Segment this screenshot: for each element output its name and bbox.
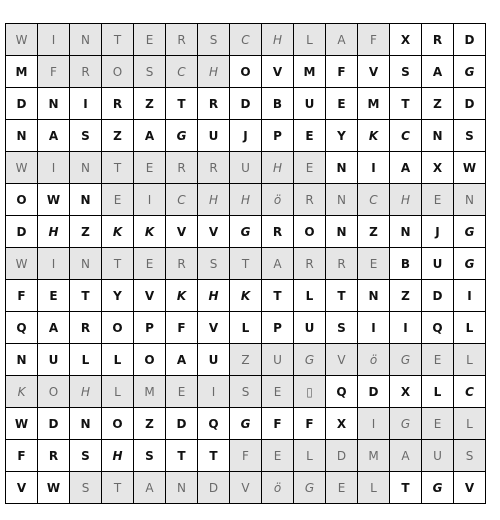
grid-cell-r1-c9[interactable]: M	[294, 56, 326, 88]
grid-cell-r1-c12[interactable]: S	[390, 56, 422, 88]
grid-cell-r8-c8[interactable]: T	[262, 280, 294, 312]
grid-cell-r12-c2[interactable]: N	[70, 408, 102, 440]
grid-cell-r10-c3[interactable]: L	[102, 344, 134, 376]
grid-cell-r9-c0[interactable]: Q	[6, 312, 38, 344]
grid-cell-r3-c7[interactable]: J	[230, 120, 262, 152]
grid-cell-r3-c9[interactable]: E	[294, 120, 326, 152]
grid-cell-r4-c13[interactable]: X	[422, 152, 454, 184]
grid-cell-r7-c7[interactable]: T	[230, 248, 262, 280]
grid-cell-r3-c4[interactable]: A	[134, 120, 166, 152]
grid-cell-r10-c8[interactable]: U	[262, 344, 294, 376]
grid-cell-r13-c7[interactable]: F	[230, 440, 262, 472]
grid-cell-r2-c11[interactable]: M	[358, 88, 390, 120]
word-search-puzzle	[5, 23, 485, 503]
grid-cell-r14-c8[interactable]: ö	[262, 472, 294, 504]
grid-cell-r13-c6[interactable]: T	[198, 440, 230, 472]
grid-cell-r7-c3[interactable]: T	[102, 248, 134, 280]
grid-cell-r4-c10[interactable]: N	[326, 152, 358, 184]
grid-cell-r7-c10[interactable]: R	[326, 248, 358, 280]
grid-cell-r10-c11[interactable]: ö	[358, 344, 390, 376]
grid-cell-r5-c11[interactable]: C	[358, 184, 390, 216]
grid-cell-r7-c2[interactable]: N	[70, 248, 102, 280]
grid-cell-r12-c3[interactable]: O	[102, 408, 134, 440]
grid-cell-r13-c14[interactable]: S	[454, 440, 486, 472]
grid-cell-r4-c9[interactable]: E	[294, 152, 326, 184]
grid-cell-r8-c9[interactable]: L	[294, 280, 326, 312]
grid-cell-r13-c2[interactable]: S	[70, 440, 102, 472]
grid-cell-r11-c13[interactable]: L	[422, 376, 454, 408]
grid-cell-r8-c5[interactable]: K	[166, 280, 198, 312]
grid-cell-r9-c13[interactable]: Q	[422, 312, 454, 344]
grid-cell-r8-c12[interactable]: Z	[390, 280, 422, 312]
grid-cell-r8-c0[interactable]: F	[6, 280, 38, 312]
grid-cell-r5-c14[interactable]: N	[454, 184, 486, 216]
grid-cell-r8-c1[interactable]: E	[38, 280, 70, 312]
grid-cell-r4-c14[interactable]: W	[454, 152, 486, 184]
grid-cell-r11-c10[interactable]: Q	[326, 376, 358, 408]
grid-cell-r4-c5[interactable]: R	[166, 152, 198, 184]
grid-cell-r11-c12[interactable]: X	[390, 376, 422, 408]
grid-cell-r13-c4[interactable]: S	[134, 440, 166, 472]
grid-cell-r6-c9[interactable]: O	[294, 216, 326, 248]
grid-cell-r11-c14[interactable]: C	[454, 376, 486, 408]
grid-cell-r10-c2[interactable]: L	[70, 344, 102, 376]
grid-cell-r1-c3[interactable]: O	[102, 56, 134, 88]
grid-cell-r0-c4[interactable]: E	[134, 24, 166, 56]
grid-cell-r12-c11[interactable]: I	[358, 408, 390, 440]
grid-cell-r7-c12[interactable]: B	[390, 248, 422, 280]
grid-cell-r14-c1[interactable]: W	[38, 472, 70, 504]
grid-cell-r9-c2[interactable]: R	[70, 312, 102, 344]
grid-cell-r11-c0[interactable]: K	[6, 376, 38, 408]
grid-cell-r4-c3[interactable]: T	[102, 152, 134, 184]
grid-cell-r14-c3[interactable]: T	[102, 472, 134, 504]
grid-cell-r8-c6[interactable]: H	[198, 280, 230, 312]
grid-cell-r3-c6[interactable]: U	[198, 120, 230, 152]
grid-cell-r0-c13[interactable]: R	[422, 24, 454, 56]
grid-cell-r6-c0[interactable]: D	[6, 216, 38, 248]
grid-cell-r2-c14[interactable]: D	[454, 88, 486, 120]
grid-cell-r3-c12[interactable]: C	[390, 120, 422, 152]
grid-cell-r2-c6[interactable]: R	[198, 88, 230, 120]
grid-cell-r0-c14[interactable]: D	[454, 24, 486, 56]
grid-cell-r13-c10[interactable]: D	[326, 440, 358, 472]
grid-cell-r5-c1[interactable]: W	[38, 184, 70, 216]
grid-cell-r4-c2[interactable]: N	[70, 152, 102, 184]
grid-cell-r9-c7[interactable]: L	[230, 312, 262, 344]
grid-cell-r2-c8[interactable]: B	[262, 88, 294, 120]
grid-cell-r6-c12[interactable]: N	[390, 216, 422, 248]
grid-cell-r4-c11[interactable]: I	[358, 152, 390, 184]
grid-cell-r10-c12[interactable]: G	[390, 344, 422, 376]
grid-cell-r12-c13[interactable]: E	[422, 408, 454, 440]
grid-cell-r14-c5[interactable]: N	[166, 472, 198, 504]
grid-cell-r9-c8[interactable]: P	[262, 312, 294, 344]
grid-cell-r10-c4[interactable]: O	[134, 344, 166, 376]
grid-cell-r6-c2[interactable]: Z	[70, 216, 102, 248]
grid-cell-r10-c0[interactable]: N	[6, 344, 38, 376]
grid-cell-r5-c10[interactable]: N	[326, 184, 358, 216]
grid-cell-r9-c5[interactable]: F	[166, 312, 198, 344]
grid-cell-r14-c2[interactable]: S	[70, 472, 102, 504]
grid-cell-r7-c9[interactable]: R	[294, 248, 326, 280]
grid-cell-r5-c5[interactable]: C	[166, 184, 198, 216]
grid-cell-r13-c3[interactable]: H	[102, 440, 134, 472]
grid-cell-r0-c2[interactable]: N	[70, 24, 102, 56]
grid-cell-r11-c7[interactable]: S	[230, 376, 262, 408]
grid-cell-r3-c8[interactable]: P	[262, 120, 294, 152]
grid-cell-r2-c5[interactable]: T	[166, 88, 198, 120]
grid-cell-r12-c10[interactable]: X	[326, 408, 358, 440]
grid-cell-r2-c4[interactable]: Z	[134, 88, 166, 120]
grid-cell-r14-c4[interactable]: A	[134, 472, 166, 504]
grid-cell-r7-c13[interactable]: U	[422, 248, 454, 280]
grid-cell-r1-c2[interactable]: R	[70, 56, 102, 88]
grid-cell-r12-c7[interactable]: G	[230, 408, 262, 440]
grid-cell-r6-c6[interactable]: V	[198, 216, 230, 248]
grid-cell-r11-c8[interactable]: E	[262, 376, 294, 408]
grid-cell-r11-c5[interactable]: E	[166, 376, 198, 408]
grid-cell-r9-c4[interactable]: P	[134, 312, 166, 344]
grid-cell-r9-c9[interactable]: U	[294, 312, 326, 344]
grid-cell-r0-c11[interactable]: F	[358, 24, 390, 56]
grid-cell-r11-c3[interactable]: L	[102, 376, 134, 408]
grid-cell-r7-c6[interactable]: S	[198, 248, 230, 280]
grid-cell-r14-c7[interactable]: V	[230, 472, 262, 504]
grid-cell-r3-c0[interactable]: N	[6, 120, 38, 152]
grid-cell-r5-c8[interactable]: ö	[262, 184, 294, 216]
grid-cell-r6-c7[interactable]: G	[230, 216, 262, 248]
grid-cell-r12-c12[interactable]: G	[390, 408, 422, 440]
grid-cell-r2-c0[interactable]: D	[6, 88, 38, 120]
grid-cell-r4-c12[interactable]: A	[390, 152, 422, 184]
grid-cell-r1-c4[interactable]: S	[134, 56, 166, 88]
grid-cell-r0-c8[interactable]: H	[262, 24, 294, 56]
grid-cell-r10-c10[interactable]: V	[326, 344, 358, 376]
grid-cell-r3-c10[interactable]: Y	[326, 120, 358, 152]
grid-cell-r11-c2[interactable]: H	[70, 376, 102, 408]
grid-cell-r1-c0[interactable]: M	[6, 56, 38, 88]
grid-cell-r5-c2[interactable]: N	[70, 184, 102, 216]
grid-cell-r1-c13[interactable]: A	[422, 56, 454, 88]
grid-cell-r8-c10[interactable]: T	[326, 280, 358, 312]
grid-cell-r9-c1[interactable]: A	[38, 312, 70, 344]
grid-cell-r0-c12[interactable]: X	[390, 24, 422, 56]
grid-cell-r7-c8[interactable]: A	[262, 248, 294, 280]
grid-cell-r10-c13[interactable]: E	[422, 344, 454, 376]
grid-cell-r5-c4[interactable]: I	[134, 184, 166, 216]
grid-cell-r2-c7[interactable]: D	[230, 88, 262, 120]
grid-cell-r13-c5[interactable]: T	[166, 440, 198, 472]
grid-cell-r3-c13[interactable]: N	[422, 120, 454, 152]
grid-cell-r11-c11[interactable]: D	[358, 376, 390, 408]
grid-cell-r1-c8[interactable]: V	[262, 56, 294, 88]
grid-cell-r13-c0[interactable]: F	[6, 440, 38, 472]
grid-cell-r12-c9[interactable]: F	[294, 408, 326, 440]
grid-cell-r3-c11[interactable]: K	[358, 120, 390, 152]
grid-cell-r9-c10[interactable]: S	[326, 312, 358, 344]
grid-cell-r9-c6[interactable]: V	[198, 312, 230, 344]
grid-cell-r12-c6[interactable]: Q	[198, 408, 230, 440]
grid-cell-r3-c14[interactable]: S	[454, 120, 486, 152]
grid-cell-r12-c14[interactable]: L	[454, 408, 486, 440]
grid-cell-r13-c1[interactable]: R	[38, 440, 70, 472]
grid-cell-r9-c12[interactable]: I	[390, 312, 422, 344]
grid-cell-r0-c1[interactable]: I	[38, 24, 70, 56]
grid-cell-r11-c6[interactable]: I	[198, 376, 230, 408]
grid-cell-r13-c9[interactable]: L	[294, 440, 326, 472]
grid-cell-r9-c3[interactable]: O	[102, 312, 134, 344]
grid-cell-r7-c11[interactable]: E	[358, 248, 390, 280]
grid-cell-r4-c1[interactable]: I	[38, 152, 70, 184]
grid-cell-r10-c14[interactable]: L	[454, 344, 486, 376]
grid-cell-r6-c5[interactable]: V	[166, 216, 198, 248]
grid-cell-r4-c8[interactable]: H	[262, 152, 294, 184]
grid-cell-r7-c4[interactable]: E	[134, 248, 166, 280]
grid-cell-r10-c7[interactable]: Z	[230, 344, 262, 376]
grid-cell-r2-c12[interactable]: T	[390, 88, 422, 120]
grid-cell-r14-c11[interactable]: L	[358, 472, 390, 504]
grid-cell-r4-c4[interactable]: E	[134, 152, 166, 184]
grid-cell-r11-c9[interactable]: ▯	[294, 376, 326, 408]
grid-cell-r5-c12[interactable]: H	[390, 184, 422, 216]
grid-cell-r2-c10[interactable]: E	[326, 88, 358, 120]
grid-cell-r12-c4[interactable]: Z	[134, 408, 166, 440]
grid-cell-r13-c12[interactable]: A	[390, 440, 422, 472]
grid-cell-r6-c11[interactable]: Z	[358, 216, 390, 248]
grid-cell-r9-c14[interactable]: L	[454, 312, 486, 344]
grid-cell-r7-c0[interactable]: W	[6, 248, 38, 280]
grid-cell-r1-c6[interactable]: H	[198, 56, 230, 88]
grid-cell-r12-c1[interactable]: D	[38, 408, 70, 440]
grid-cell-r14-c13[interactable]: G	[422, 472, 454, 504]
grid-cell-r4-c0[interactable]: W	[6, 152, 38, 184]
grid-cell-r5-c0[interactable]: O	[6, 184, 38, 216]
grid-cell-r1-c5[interactable]: C	[166, 56, 198, 88]
grid-cell-r6-c8[interactable]: R	[262, 216, 294, 248]
grid-cell-r8-c11[interactable]: N	[358, 280, 390, 312]
grid-cell-r7-c1[interactable]: I	[38, 248, 70, 280]
grid-cell-r7-c5[interactable]: R	[166, 248, 198, 280]
grid-cell-r6-c14[interactable]: G	[454, 216, 486, 248]
grid-cell-r10-c9[interactable]: G	[294, 344, 326, 376]
grid-cell-r2-c2[interactable]: I	[70, 88, 102, 120]
letter-grid	[5, 23, 486, 504]
grid-cell-r5-c13[interactable]: E	[422, 184, 454, 216]
grid-cell-r6-c10[interactable]: N	[326, 216, 358, 248]
grid-cell-r6-c4[interactable]: K	[134, 216, 166, 248]
grid-cell-r13-c11[interactable]: M	[358, 440, 390, 472]
grid-cell-r3-c5[interactable]: G	[166, 120, 198, 152]
grid-cell-r5-c9[interactable]: R	[294, 184, 326, 216]
grid-cell-r0-c0[interactable]: W	[6, 24, 38, 56]
grid-cell-r14-c9[interactable]: G	[294, 472, 326, 504]
grid-cell-r12-c5[interactable]: D	[166, 408, 198, 440]
grid-cell-r9-c11[interactable]: I	[358, 312, 390, 344]
grid-cell-r13-c13[interactable]: U	[422, 440, 454, 472]
grid-cell-r6-c13[interactable]: J	[422, 216, 454, 248]
grid-cell-r2-c3[interactable]: R	[102, 88, 134, 120]
grid-cell-r4-c6[interactable]: R	[198, 152, 230, 184]
grid-cell-r13-c8[interactable]: E	[262, 440, 294, 472]
grid-cell-r14-c14[interactable]: V	[454, 472, 486, 504]
grid-cell-r5-c7[interactable]: H	[230, 184, 262, 216]
grid-cell-r3-c1[interactable]: A	[38, 120, 70, 152]
grid-cell-r1-c14[interactable]: G	[454, 56, 486, 88]
grid-cell-r2-c1[interactable]: N	[38, 88, 70, 120]
grid-cell-r8-c3[interactable]: Y	[102, 280, 134, 312]
grid-cell-r14-c0[interactable]: V	[6, 472, 38, 504]
grid-cell-r14-c6[interactable]: D	[198, 472, 230, 504]
grid-cell-r11-c4[interactable]: M	[134, 376, 166, 408]
grid-cell-r5-c6[interactable]: H	[198, 184, 230, 216]
grid-cell-r3-c3[interactable]: Z	[102, 120, 134, 152]
grid-cell-r6-c3[interactable]: K	[102, 216, 134, 248]
grid-cell-r1-c1[interactable]: F	[38, 56, 70, 88]
grid-cell-r6-c1[interactable]: H	[38, 216, 70, 248]
grid-cell-r0-c5[interactable]: R	[166, 24, 198, 56]
grid-cell-r1-c11[interactable]: V	[358, 56, 390, 88]
grid-cell-r10-c1[interactable]: U	[38, 344, 70, 376]
grid-cell-r14-c12[interactable]: T	[390, 472, 422, 504]
grid-cell-r0-c10[interactable]: A	[326, 24, 358, 56]
grid-cell-r0-c9[interactable]: L	[294, 24, 326, 56]
grid-cell-r8-c13[interactable]: D	[422, 280, 454, 312]
grid-cell-r10-c5[interactable]: A	[166, 344, 198, 376]
grid-cell-r8-c7[interactable]: K	[230, 280, 262, 312]
grid-cell-r8-c2[interactable]: T	[70, 280, 102, 312]
grid-cell-r11-c1[interactable]: O	[38, 376, 70, 408]
grid-cell-r1-c10[interactable]: F	[326, 56, 358, 88]
grid-cell-r0-c6[interactable]: S	[198, 24, 230, 56]
grid-cell-r10-c6[interactable]: U	[198, 344, 230, 376]
grid-cell-r7-c14[interactable]: G	[454, 248, 486, 280]
grid-cell-r0-c3[interactable]: T	[102, 24, 134, 56]
grid-cell-r2-c13[interactable]: Z	[422, 88, 454, 120]
grid-cell-r8-c14[interactable]: I	[454, 280, 486, 312]
grid-cell-r14-c10[interactable]: E	[326, 472, 358, 504]
grid-cell-r3-c2[interactable]: S	[70, 120, 102, 152]
grid-cell-r2-c9[interactable]: U	[294, 88, 326, 120]
grid-cell-r12-c8[interactable]: F	[262, 408, 294, 440]
grid-cell-r12-c0[interactable]: W	[6, 408, 38, 440]
grid-cell-r8-c4[interactable]: V	[134, 280, 166, 312]
grid-cell-r4-c7[interactable]: U	[230, 152, 262, 184]
grid-cell-r5-c3[interactable]: E	[102, 184, 134, 216]
grid-cell-r1-c7[interactable]: O	[230, 56, 262, 88]
grid-cell-r0-c7[interactable]: C	[230, 24, 262, 56]
